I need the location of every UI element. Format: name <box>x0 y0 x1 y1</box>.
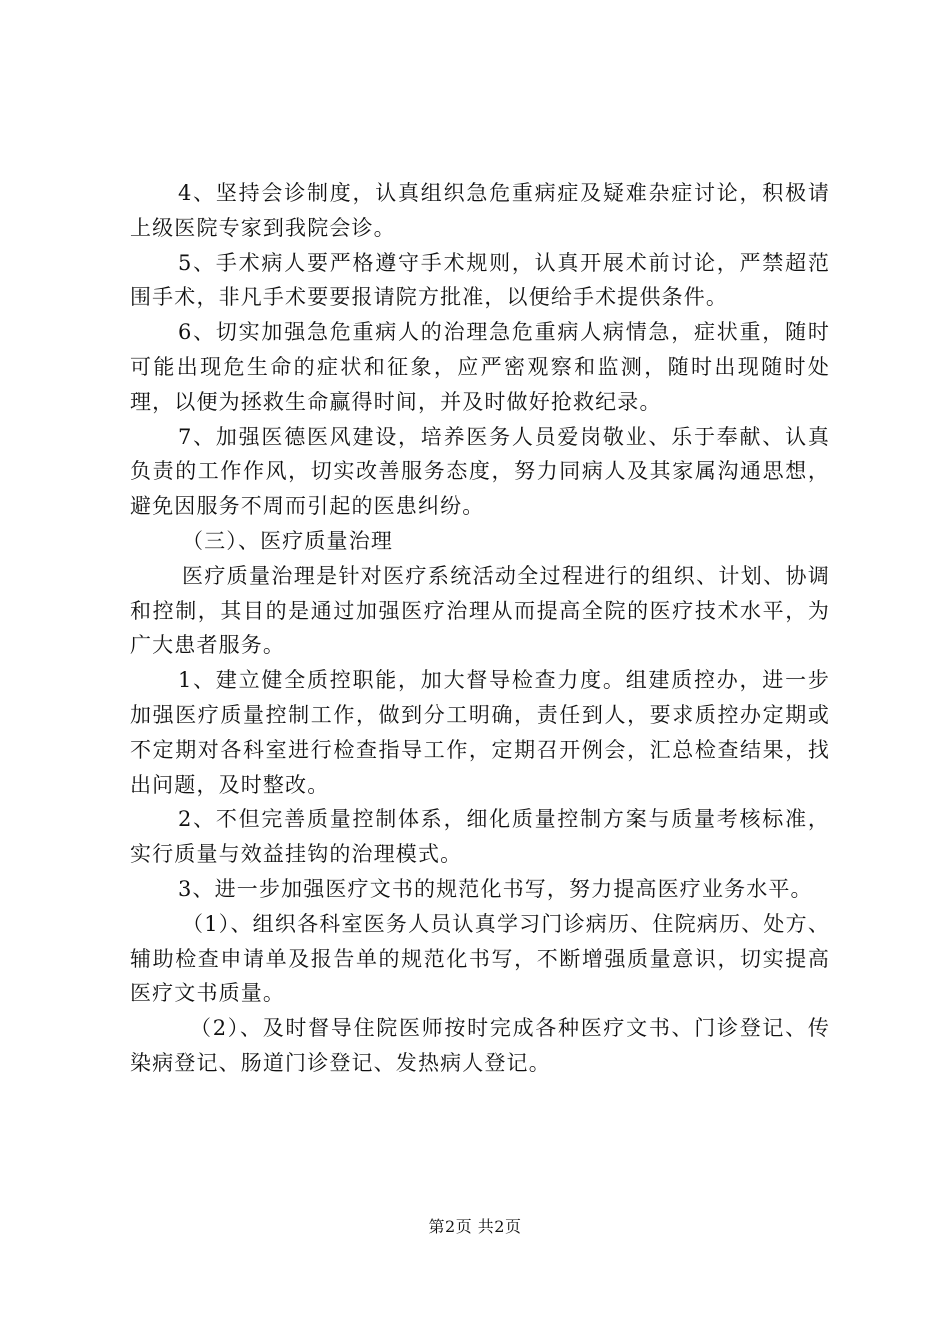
paragraph-quality-management-intro: 医疗质量治理是针对医疗系统活动全过程进行的组织、计划、协调和控制，其目的是通过加强医疗治理从而提高全院的医疗技术水平，为广大患者服务。 <box>130 563 830 658</box>
paragraph-medical-documents: 3、进一步加强医疗文书的规范化书写，努力提高医疗业务水平。 <box>178 876 813 901</box>
paragraph-document-writing-training: （1）、组织各科室医务人员认真学习门诊病历、住院病历、处方、辅助检查申请单及报告单的规范化书写，不断增强质量意识，切实提高医疗文书质量。 <box>130 911 830 1006</box>
paragraph-quality-control-office: 1、建立健全质控职能，加大督导检查力度。组建质控办，进一步加强医疗质量控制工作，做到分工明确，责任到人，要求质控办定期或不定期对各科室进行检查指导工作，定期召开例会，汇总检查结果，找出问题，及时整改。 <box>130 668 830 797</box>
paragraph-surgery-rules: 5、手术病人要严格遵守手术规则，认真开展术前讨论，严禁超范围手术，非凡手术要要报请院方批准，以便给手术提供条件。 <box>130 250 830 310</box>
paragraph-resident-supervision: （2）、及时督导住院医师按时完成各种医疗文书、门诊登记、传染病登记、肠道门诊登记、发热病人登记。 <box>130 1016 830 1075</box>
paragraph-critical-patients: 6、切实加强急危重病人的治理急危重病人病情急，症状重，随时可能出现危生命的症状和征象，应严密观察和监测，随时出现随时处理，以便为拯救生命赢得时间，并及时做好抢救纪录。 <box>130 320 830 414</box>
document-body <box>130 176 830 1081</box>
section-heading-quality-management: （三）、医疗质量治理 <box>182 528 393 553</box>
paragraph-quality-control-system: 2、不但完善质量控制体系，细化质量控制方案与质量考核标准，实行质量与效益挂钩的治理模式。 <box>130 807 830 867</box>
page-footer <box>0 1216 950 1238</box>
page-number-label: 第2页 共2页 <box>428 1217 522 1236</box>
paragraph-consultation-system: 4、坚持会诊制度，认真组织急危重病症及疑难杂症讨论，积极请上级医院专家到我院会诊。 <box>130 181 830 240</box>
paragraph-medical-ethics: 7、加强医德医风建设，培养医务人员爱岗敬业、乐于奉献、认真负责的工作作风，切实改善服务态度，努力同病人及其家属沟通思想，避免因服务不周而引起的医患纠纷。 <box>130 424 830 519</box>
